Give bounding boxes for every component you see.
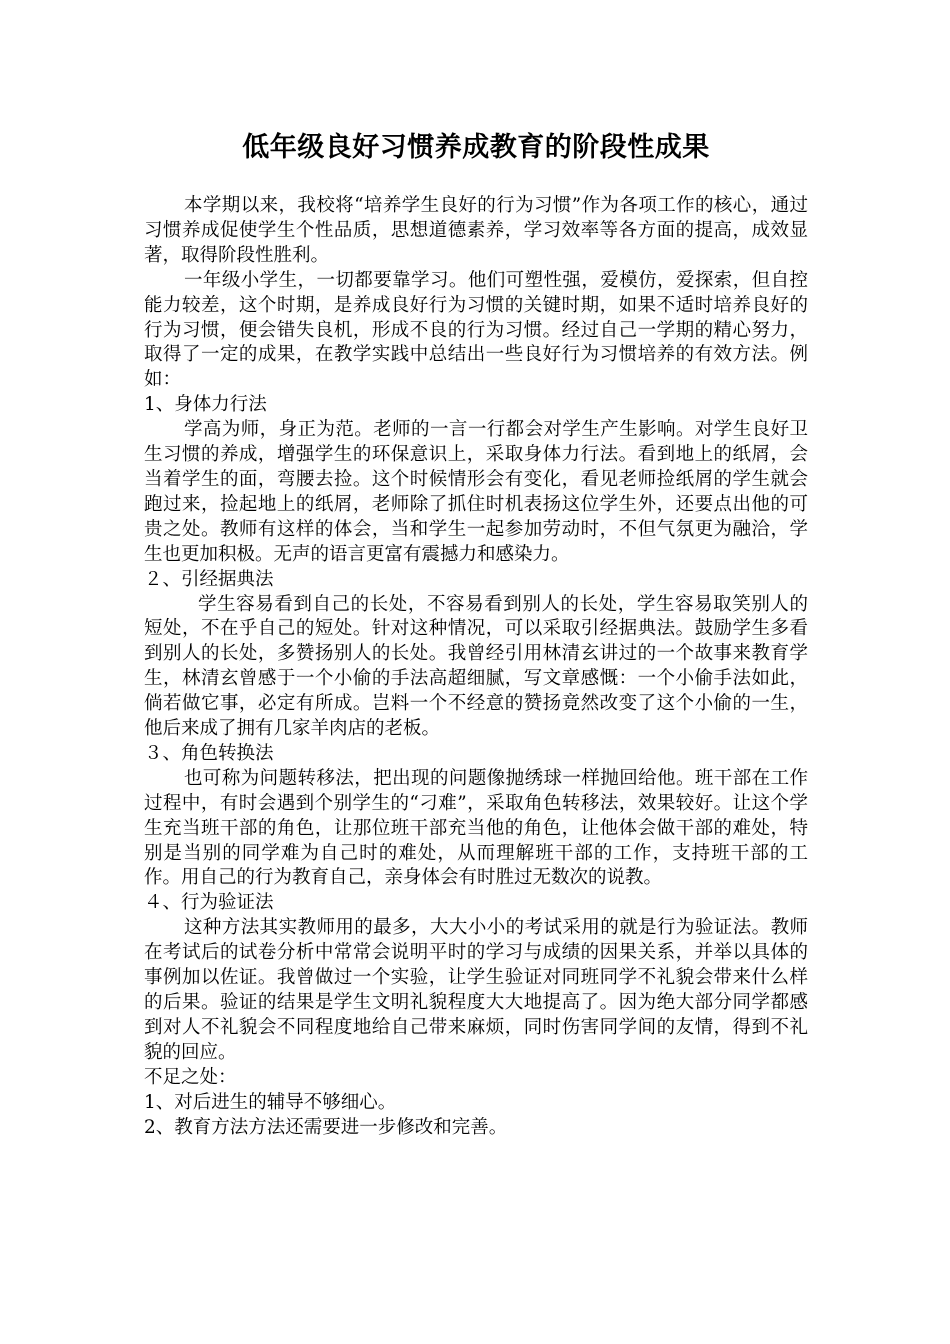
shortcomings-heading: 不足之处： (144, 1066, 237, 1088)
section-body-2: 学生容易看到自己的长处，不容易看到别人的长处，学生容易取笑别人的短处，不在乎自己的短处。针对这种情况，可以采取引经据典法。鼓励学生多看到别人的长处，多赞扬别人的长处。我曾经引用林清玄讲过的一个故事来教育学生，林清玄曾感于一个小偷的手法高超细腻，写文章感慨：一个小偷手法如此，倘若做它事，必定有所成。岂料一个不经意的赞扬竟然改变了这个小偷的一生，他后来成了拥有几家羊肉店的老板。 (144, 593, 808, 740)
intro-paragraph-2: 一年级小学生，一切都要靠学习。他们可塑性强，爱模仿，爱探索，但自控能力较差，这个时期，是养成良好行为习惯的关键时期，如果不适时培养良好的行为习惯，便会错失良机，形成不良的行为习惯。经过自己一学期的精心努力，取得了一定的成果，在教学实践中总结出一些良好行为习惯培养的有效方法。例如： (144, 269, 808, 391)
section-body-3: 也可称为问题转移法，把出现的问题像抛绣球一样抛回给他。班干部在工作过程中，有时会遇到个别学生的“刁难”，采取角色转移法，效果较好。让这个学生充当班干部的角色，让那位班干部充当他的角色，让他体会做干部的难处，特别是当别的同学难为自己时的难处，从而理解班干部的工作，支持班干部的工作。用自己的行为教育自己，亲身体会有时胜过无数次的说教。 (144, 767, 808, 889)
intro-paragraph-1: 本学期以来，我校将“培养学生良好的行为习惯”作为各项工作的核心，通过习惯养成促使学生个性品质，思想道德素养，学习效率等各方面的提高，成效显著，取得阶段性胜利。 (144, 195, 808, 266)
section-body-4: 这种方法其实教师用的最多，大大小小的考试采用的就是行为验证法。教师在考试后的试卷分析中常常会说明平时的学习与成绩的因果关系，并举以具体的事例加以佐证。我曾做过一个实验，让学生验证对同班同学不礼貌会带来什么样的后果。验证的结果是学生文明礼貌程度大大地提高了。因为绝大部分同学都感到对人不礼貌会不同程度地给自己带来麻烦，同时伤害同学间的友情，得到不礼貌的回应。 (144, 917, 808, 1063)
shortcoming-item-1: 1、对后进生的辅导不够细心。 (144, 1091, 397, 1113)
document-page (144, 128, 808, 1140)
section-heading-1: 1、身体力行法 (144, 394, 267, 416)
section-heading-3: ３、角色转换法 (144, 742, 274, 764)
section-heading-4: ４、行为验证法 (144, 892, 274, 914)
document-title: 低年级良好习惯养成教育的阶段性成果 (242, 132, 710, 163)
shortcoming-item-2: 2、教育方法方法还需要进一步修改和完善。 (144, 1116, 508, 1138)
section-body-1: 学高为师，身正为范。老师的一言一行都会对学生产生影响。对学生良好卫生习惯的养成，增强学生的环保意识上，采取身体力行法。看到地上的纸屑，会当着学生的面，弯腰去捡。这个时候情形会有变化，看见老师捡纸屑的学生就会跑过来，捡起地上的纸屑，老师除了抓住时机表扬这位学生外，还要点出他的可贵之处。教师有这样的体会，当和学生一起参加劳动时，不但气氛更为融洽，学生也更加积极。无声的语言更富有震撼力和感染力。 (144, 419, 808, 565)
section-heading-2: ２、引经据典法 (144, 568, 274, 590)
